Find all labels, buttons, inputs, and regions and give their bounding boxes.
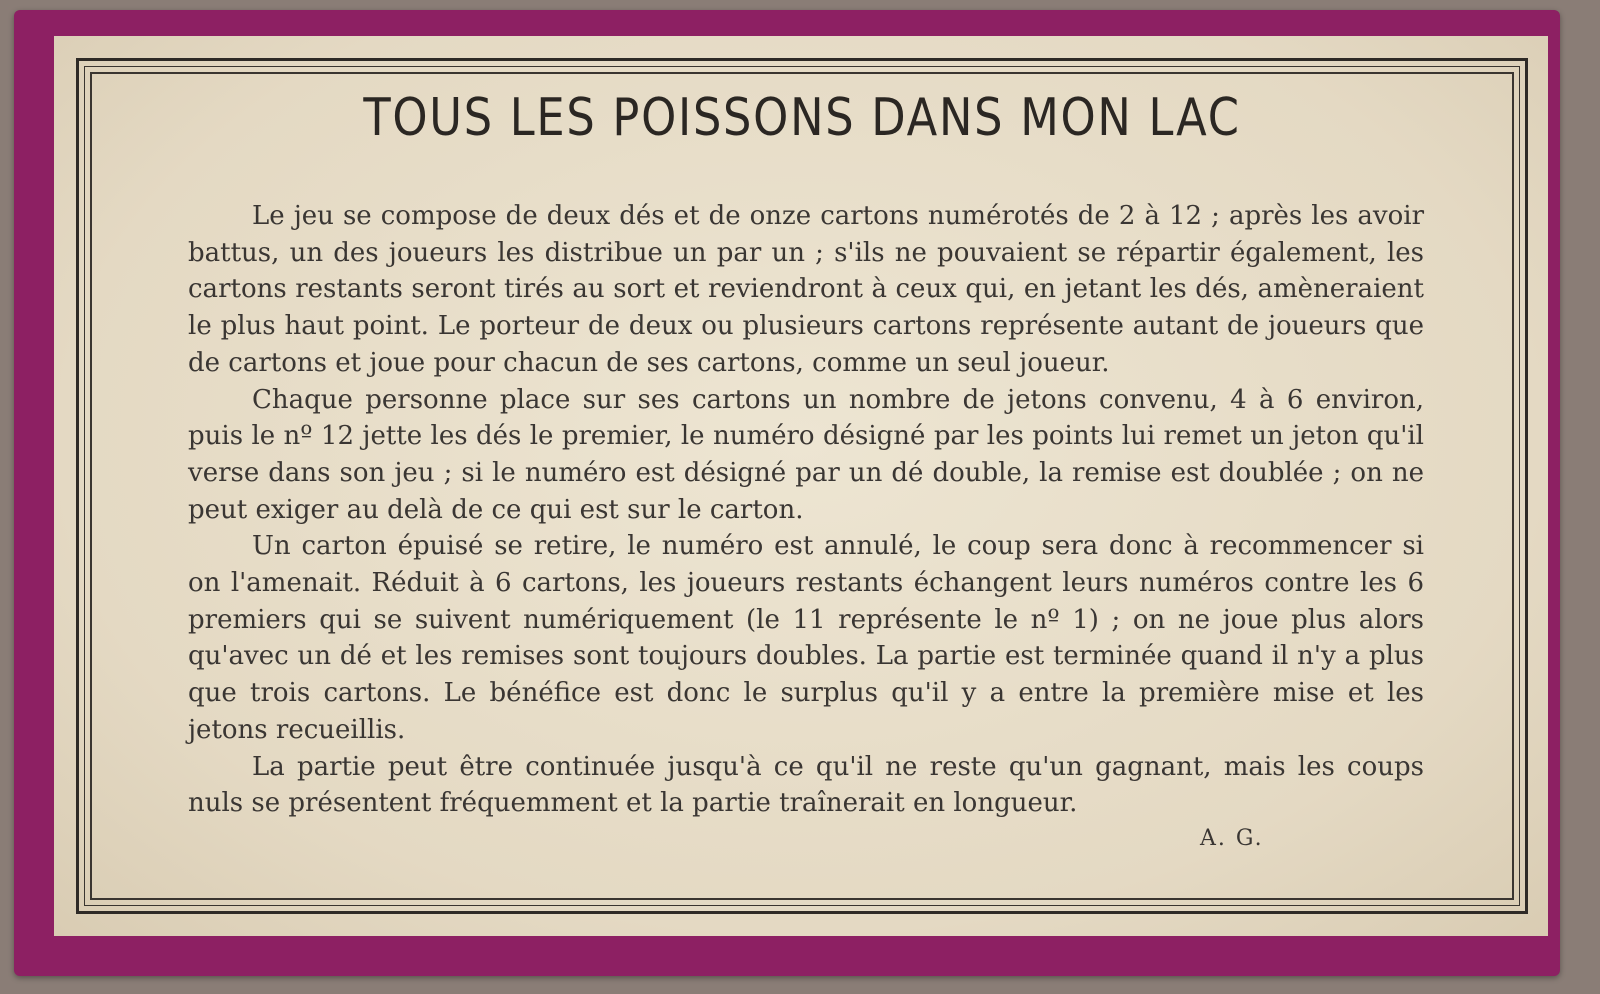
signature: A. G. bbox=[1200, 826, 1264, 851]
rules-paragraph: La partie peut être continuée jusqu'à ce qu'il ne reste qu'un gagnant, mais les coups nuls se présentent fréquemment et la partie traînerait en longueur. bbox=[188, 751, 1424, 819]
rules-text bbox=[188, 198, 1424, 822]
card-title: TOUS LES POISSONS DANS MON LAC bbox=[363, 88, 1241, 148]
rules-paragraph: Un carton épuisé se retire, le numéro est annulé, le coup sera donc à recommencer si on l'amenait. Réduit à 6 cartons, les joueurs restants échangent leurs numéros contre les 6 premiers qui se suivent numériquement (le 11 représente le nº 1) ; on ne joue plus alors qu'avec un dé et les remises sont toujours doubles. La partie est terminée quand il n'y a plus que trois cartons. Le bénéfice est donc le surplus qu'il y a entre la première mise et les jetons recueillis. bbox=[188, 531, 1424, 745]
rules-paragraph: Chaque personne place sur ses cartons un nombre de jetons convenu, 4 à 6 environ, puis le nº 12 jette les dés le premier, le numéro désigné par les points lui remet un jeton qu'il verse dans son jeu ; si le numéro est désigné par un dé double, la remise est doublée ; on ne peut exiger au delà de ce qui est sur le carton. bbox=[188, 384, 1424, 525]
rules-paragraph: Le jeu se compose de deux dés et de onze cartons numérotés de 2 à 12 ; après les avoir battus, un des joueurs les distribue un par un ; s'ils ne pouvaient se répartir également, les cartons restants seront tirés au sort et reviendront à ceux qui, en jetant les dés, amèneraient le plus haut point. Le porteur de deux ou plusieurs cartons représente autant de joueurs que de cartons et joue pour chacun de ses cartons, comme un seul joueur. bbox=[188, 201, 1424, 378]
